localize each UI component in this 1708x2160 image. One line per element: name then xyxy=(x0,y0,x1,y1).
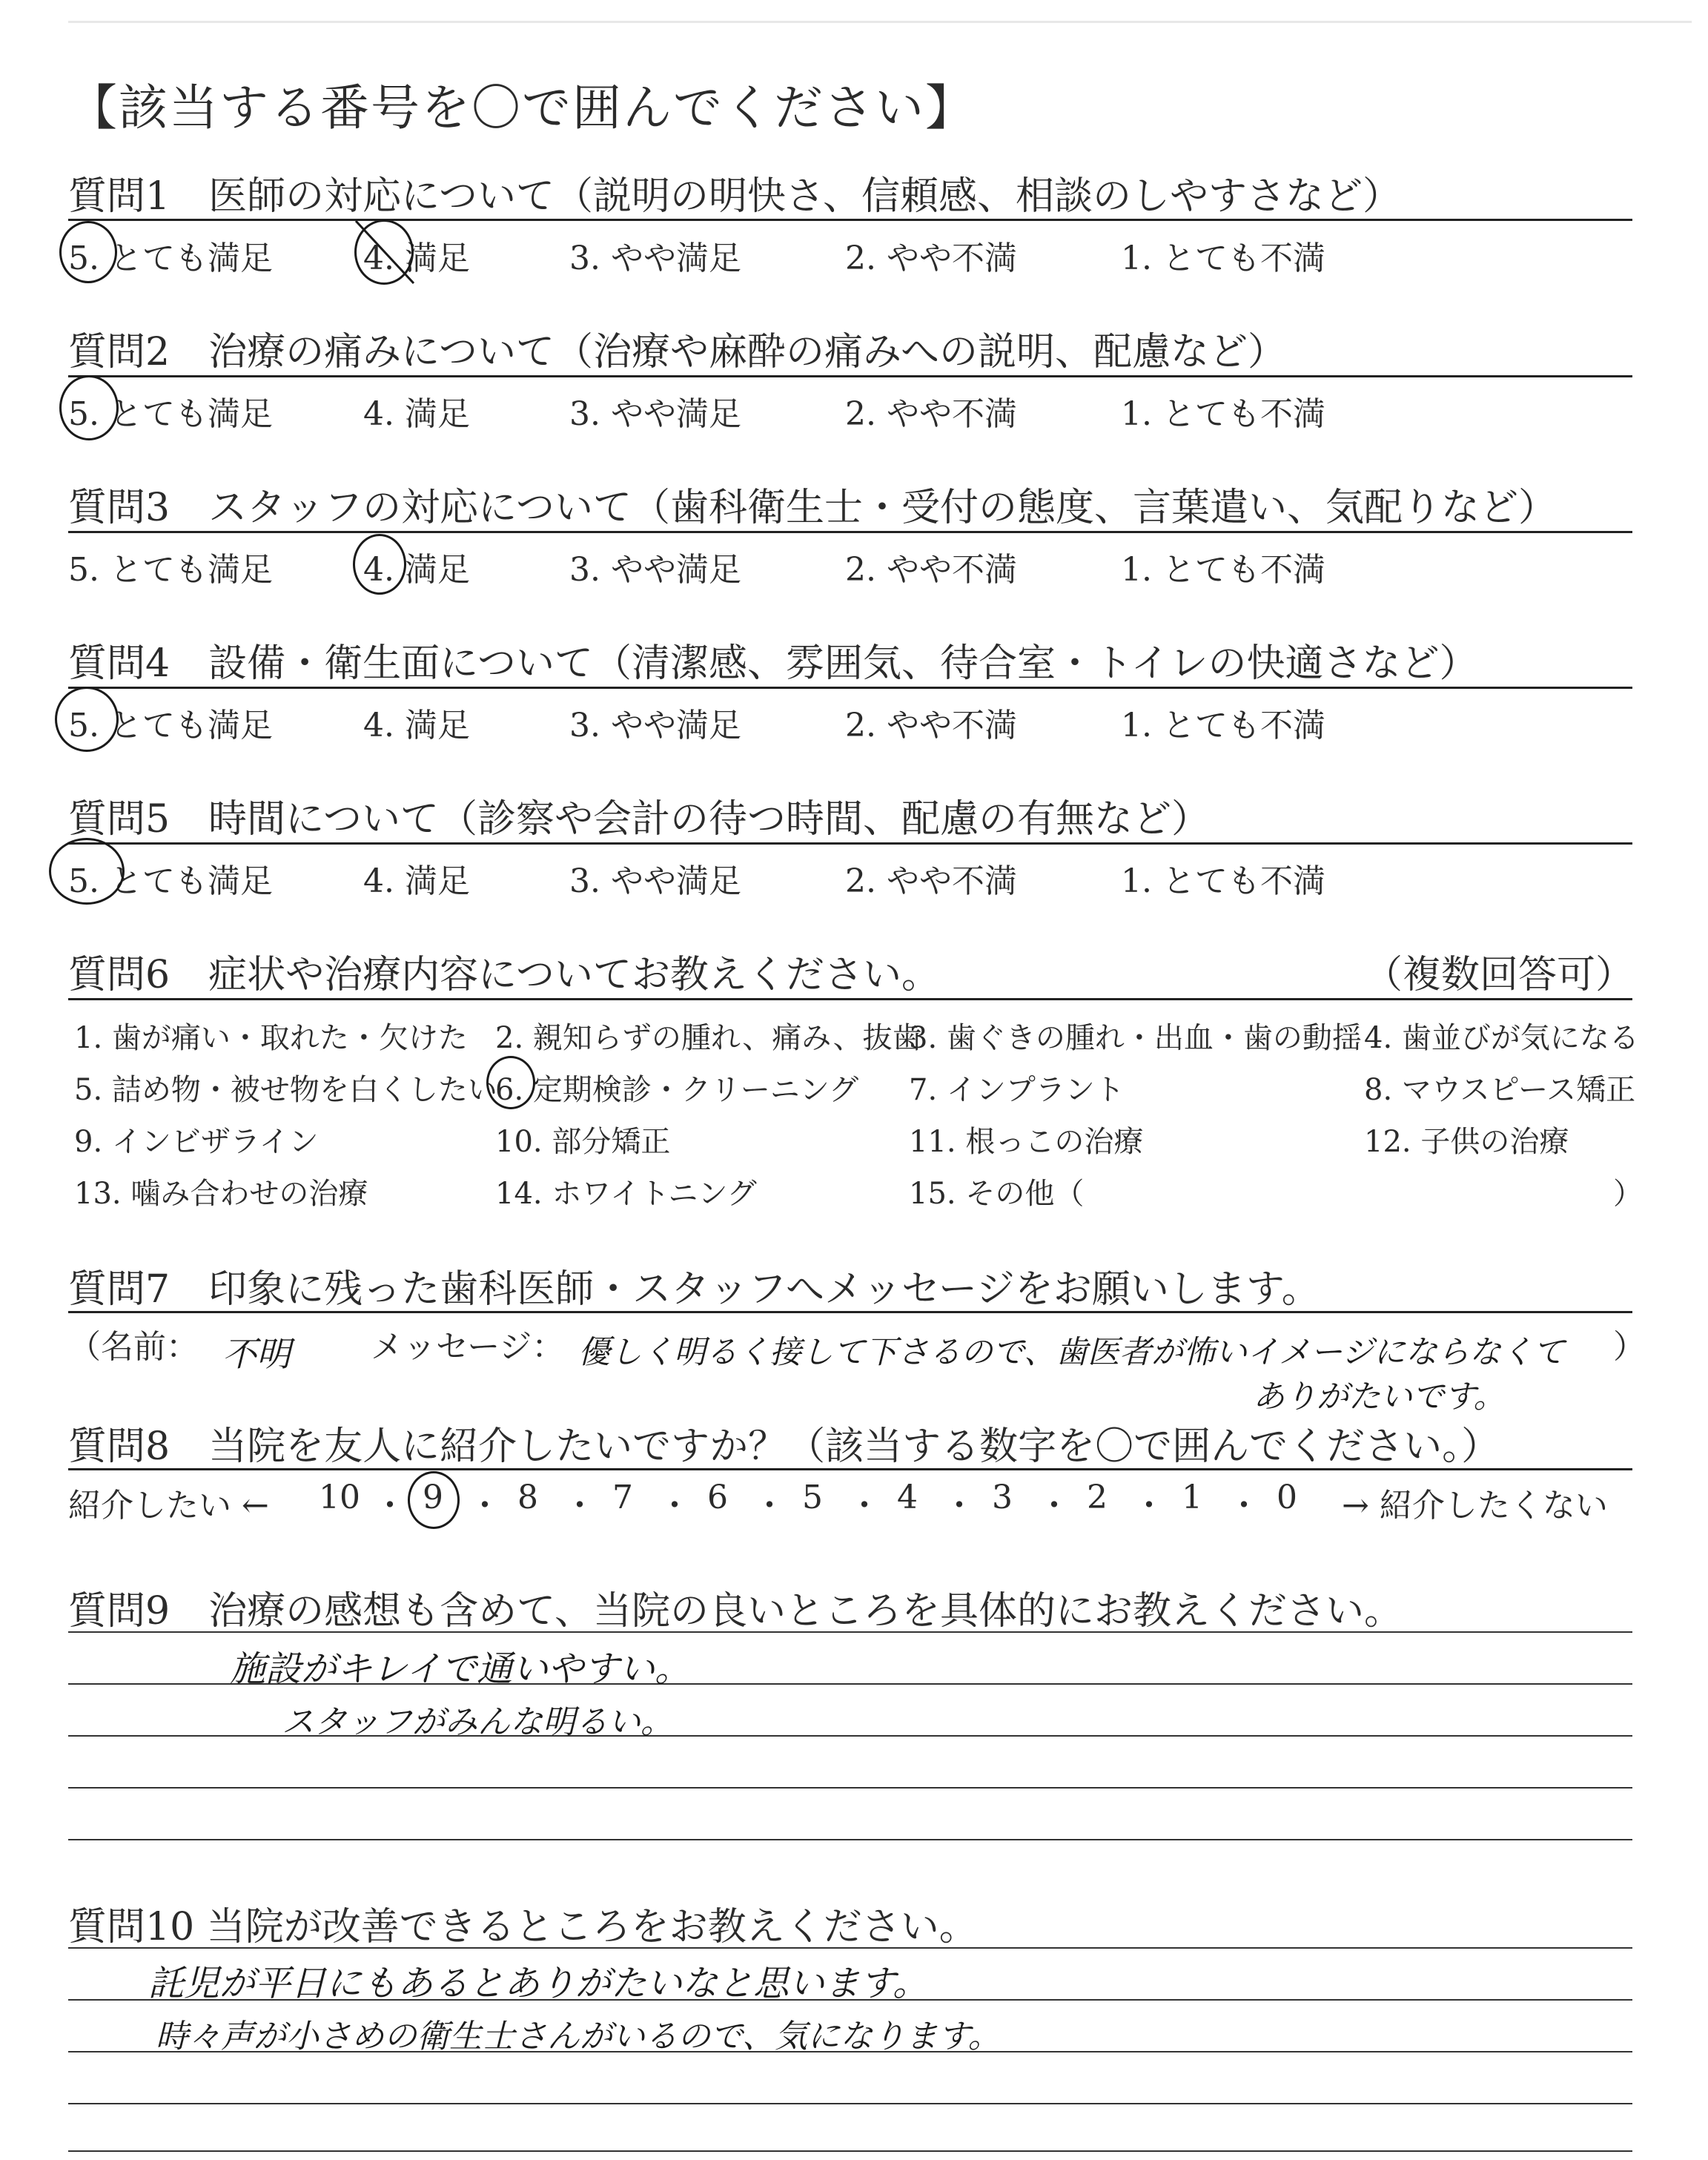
q5-option-2[interactable]: 2. やや不満 xyxy=(845,862,1017,900)
q8-separator-dot: ・ xyxy=(753,1487,786,1525)
q8-number-7[interactable]: 7 xyxy=(612,1479,633,1516)
q8-number-0[interactable]: 0 xyxy=(1277,1479,1297,1516)
q8-right-label: → 紹介したくない xyxy=(1342,1487,1608,1525)
q10-line-5 xyxy=(68,2150,1632,2152)
q8-number-1[interactable]: 1 xyxy=(1182,1479,1202,1516)
q9-line-5 xyxy=(68,1839,1632,1840)
q7-message-line2[interactable]: ありがたいです。 xyxy=(1253,1378,1506,1416)
q1-rule xyxy=(68,219,1632,221)
q5-option-1[interactable]: 1. とても不満 xyxy=(1121,862,1325,900)
q7-message-line1[interactable]: 優しく明るく接して下さるので、歯医者が怖いイメージにならなくて xyxy=(578,1334,1565,1371)
q8-separator-dot: ・ xyxy=(374,1487,406,1525)
q7-close-paren: ） xyxy=(1613,1328,1646,1366)
q6-selected-circle xyxy=(486,1056,535,1109)
q8-separator-dot: ・ xyxy=(1133,1487,1165,1525)
q4-option-1[interactable]: 1. とても不満 xyxy=(1121,707,1325,744)
q8-label: 質問8 当院を友人に紹介したいですか？（該当する数字を〇で囲んでください。） xyxy=(68,1424,1500,1469)
q8-separator-dot: ・ xyxy=(1038,1487,1070,1525)
q4-label: 質問4 設備・衛生面について（清潔感、雰囲気、待合室・トイレの快適さなど） xyxy=(68,641,1478,686)
q6-item-15[interactable]: 15. その他（ xyxy=(909,1177,1085,1211)
q3-option-4[interactable]: 4. 満足 xyxy=(363,551,470,589)
q6-item-14[interactable]: 14. ホワイトニング xyxy=(495,1177,757,1211)
q7-label: 質問7 印象に残った歯科医師・スタッフへメッセージをお願いします。 xyxy=(68,1267,1320,1312)
q6-item-1[interactable]: 1. 歯が痛い・取れた・欠けた xyxy=(74,1021,468,1055)
q6-item-3[interactable]: 3. 歯ぐきの腫れ・出血・歯の動揺 xyxy=(909,1021,1362,1055)
q1-label: 質問1 医師の対応について（説明の明快さ、信頼感、相談のしやすさなど） xyxy=(68,174,1401,219)
q5-rule xyxy=(68,842,1632,845)
q4-rule xyxy=(68,687,1632,689)
q8-number-5[interactable]: 5 xyxy=(802,1479,823,1516)
q1-option-2[interactable]: 2. やや不満 xyxy=(845,240,1017,277)
q10-label: 質問10 当院が改善できるところをお教えください。 xyxy=(68,1905,978,1949)
q4-option-5[interactable]: 5. とても満足 xyxy=(68,707,273,744)
q6-item-8[interactable]: 8. マウスピース矯正 xyxy=(1364,1073,1636,1107)
q3-rule xyxy=(68,531,1632,533)
q6-item-13[interactable]: 13. 噛み合わせの治療 xyxy=(74,1177,368,1211)
q1-option-1[interactable]: 1. とても不満 xyxy=(1121,240,1325,277)
q7-name-label: （名前： xyxy=(68,1328,199,1366)
q2-label: 質問2 治療の痛みについて（治療や麻酔の痛みへの説明、配慮など） xyxy=(68,330,1287,374)
q1-answer-circle xyxy=(59,221,117,283)
q4-answer-circle xyxy=(55,687,119,752)
q3-option-3[interactable]: 3. やや満足 xyxy=(569,551,741,589)
q2-answer-circle xyxy=(59,375,119,440)
q4-option-4[interactable]: 4. 満足 xyxy=(363,707,470,744)
q6-item-7[interactable]: 7. インプラント xyxy=(909,1073,1125,1107)
q4-option-3[interactable]: 3. やや満足 xyxy=(569,707,741,744)
q8-rule xyxy=(68,1468,1632,1470)
q6-label: 質問6 症状や治療内容についてお教えください。 xyxy=(68,953,941,997)
q3-option-2[interactable]: 2. やや不満 xyxy=(845,551,1017,589)
q5-option-3[interactable]: 3. やや満足 xyxy=(569,862,741,900)
q2-option-5[interactable]: 5. とても満足 xyxy=(68,395,273,433)
q1-option-3[interactable]: 3. やや満足 xyxy=(569,240,741,277)
q8-separator-dot: ・ xyxy=(1228,1487,1260,1525)
q1-option-5[interactable]: 5. とても満足 xyxy=(68,240,273,277)
q10-line-1 xyxy=(68,1947,1632,1949)
q8-separator-dot: ・ xyxy=(469,1487,501,1525)
q8-number-3[interactable]: 3 xyxy=(992,1479,1013,1516)
q8-separator-dot: ・ xyxy=(658,1487,691,1525)
q8-number-8[interactable]: 8 xyxy=(517,1479,538,1516)
q8-separator-dot: ・ xyxy=(943,1487,976,1525)
q9-label: 質問9 治療の感想も含めて、当院の良いところを具体的にお教えください。 xyxy=(68,1589,1403,1634)
q6-item-11[interactable]: 11. 根っこの治療 xyxy=(909,1125,1144,1159)
q8-number-2[interactable]: 2 xyxy=(1087,1479,1108,1516)
q6-item-6[interactable]: 6. 定期検診・クリーニング xyxy=(495,1073,859,1107)
q5-option-4[interactable]: 4. 満足 xyxy=(363,862,470,900)
q6-multi-note: （複数回答可） xyxy=(1364,953,1635,997)
q5-label: 質問5 時間について（診察や会計の待つ時間、配慮の有無など） xyxy=(68,797,1211,842)
q2-option-1[interactable]: 1. とても不満 xyxy=(1121,395,1325,433)
q8-left-label: 紹介したい ← xyxy=(68,1487,269,1525)
q5-option-5[interactable]: 5. とても満足 xyxy=(68,862,273,900)
q1-option-4[interactable]: 4. 満足 xyxy=(363,240,470,277)
q6-item-12[interactable]: 12. 子供の治療 xyxy=(1364,1125,1569,1159)
q6-other-close-paren: ） xyxy=(1613,1177,1643,1211)
q10-answer-line1[interactable]: 託児が平日にもあるとありがたいなと思います。 xyxy=(148,1963,929,2004)
q9-answer-line2[interactable]: スタッフがみんな明るい。 xyxy=(282,1703,673,1741)
q4-option-2[interactable]: 2. やや不満 xyxy=(845,707,1017,744)
q1-cross-out-mark xyxy=(348,215,423,289)
q9-answer-line1[interactable]: 施設がキレイで通いやすい。 xyxy=(230,1648,691,1690)
q3-label: 質問3 スタッフの対応について（歯科衛生士・受付の態度、言葉遣い、気配りなど） xyxy=(68,486,1558,530)
q5-answer-circle xyxy=(49,838,125,905)
q9-line-4 xyxy=(68,1787,1632,1789)
q8-separator-dot: ・ xyxy=(563,1487,596,1525)
q6-rule xyxy=(68,998,1632,1000)
q10-answer-line2[interactable]: 時々声が小さめの衛生士さんがいるので、気になります。 xyxy=(156,2018,1001,2055)
q6-item-10[interactable]: 10. 部分矯正 xyxy=(495,1125,671,1159)
q6-item-4[interactable]: 4. 歯並びが気になる xyxy=(1364,1021,1639,1055)
q6-item-2[interactable]: 2. 親知らずの腫れ、痛み、抜歯 xyxy=(495,1021,922,1055)
q7-rule xyxy=(68,1311,1632,1313)
q7-message-label: メッセージ： xyxy=(371,1328,565,1366)
q10-line-4 xyxy=(68,2103,1632,2104)
q8-selected-circle xyxy=(408,1471,460,1529)
q8-number-10[interactable]: 10 xyxy=(319,1479,360,1516)
q7-name-value[interactable]: 不明 xyxy=(222,1334,291,1374)
q6-item-9[interactable]: 9. インビザライン xyxy=(74,1125,319,1159)
top-border xyxy=(68,21,1692,23)
q2-option-2[interactable]: 2. やや不満 xyxy=(845,395,1017,433)
q8-number-9[interactable]: 9 xyxy=(423,1479,443,1516)
q8-number-4[interactable]: 4 xyxy=(897,1479,918,1516)
q8-number-6[interactable]: 6 xyxy=(707,1479,728,1516)
q3-answer-circle xyxy=(353,534,406,595)
page-title: 【該当する番号を〇で囲んでください】 xyxy=(68,79,976,136)
q3-option-1[interactable]: 1. とても不満 xyxy=(1121,551,1325,589)
q3-option-5[interactable]: 5. とても満足 xyxy=(68,551,273,589)
q2-option-4[interactable]: 4. 満足 xyxy=(363,395,470,433)
q9-line-1 xyxy=(68,1631,1632,1633)
q8-separator-dot: ・ xyxy=(848,1487,881,1525)
q2-rule xyxy=(68,375,1632,377)
q2-option-3[interactable]: 3. やや満足 xyxy=(569,395,741,433)
q6-item-5[interactable]: 5. 詰め物・被せ物を白くしたい xyxy=(74,1073,497,1107)
